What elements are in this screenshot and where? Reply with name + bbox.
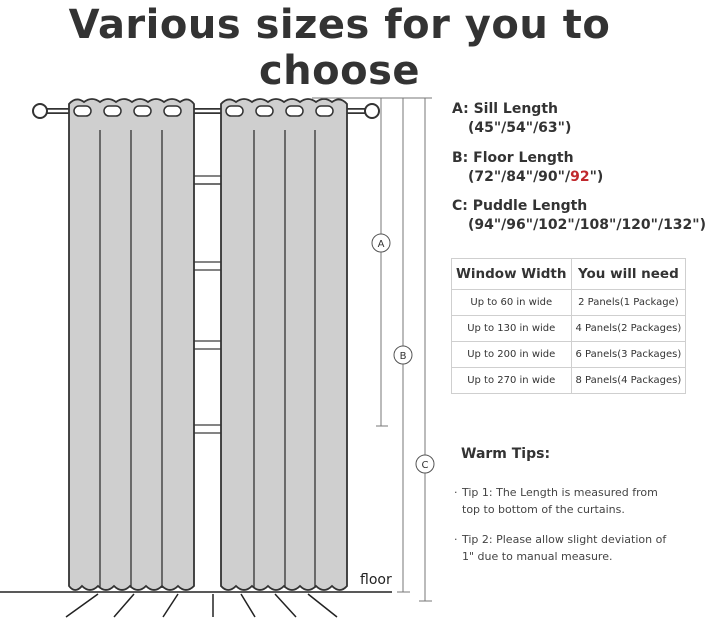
marker-c-label: C	[421, 460, 429, 471]
spec-sill-length	[452, 100, 571, 138]
table-cell: 2 Panels(1 Package)	[571, 290, 686, 316]
spec-b-sizes-highlight: 92	[570, 169, 590, 185]
spec-b-sizes	[452, 168, 603, 187]
table-header-row	[452, 259, 686, 290]
tip-bullet: ·	[454, 533, 458, 546]
size-table	[451, 258, 686, 394]
column-header-you-will-need: You will need	[571, 259, 686, 290]
table-row	[452, 342, 686, 368]
tip-bullet: ·	[454, 486, 458, 499]
table-row	[452, 316, 686, 342]
spec-c-sizes: (94"/96"/102"/108"/120"/132")	[468, 217, 706, 233]
rod-finial-right	[365, 104, 379, 118]
spec-b-label: B: Floor Length	[452, 150, 574, 166]
tip-1-text: Tip 1: The Length is measured from top to bottom of the curtains.	[462, 486, 658, 516]
spec-a-label: A: Sill Length	[452, 101, 558, 117]
marker-a-label: A	[377, 239, 385, 250]
curtain-panel-right	[221, 99, 347, 590]
tip-2-text: Tip 2: Please allow slight deviation of 1" due to manual measure.	[462, 533, 667, 563]
table-cell: Up to 130 in wide	[452, 316, 572, 342]
table-row	[452, 290, 686, 316]
floor-label: floor	[360, 572, 392, 588]
spec-floor-length	[452, 149, 603, 187]
window-frame	[192, 176, 222, 433]
spec-a-sizes: (45"/54"/63")	[468, 120, 572, 136]
marker-b-label: B	[399, 351, 407, 362]
page-title: Various sizes for you to choose	[68, 2, 611, 94]
tip-1	[454, 484, 667, 518]
table-cell: Up to 200 in wide	[452, 342, 572, 368]
spec-c-label: C: Puddle Length	[452, 198, 588, 214]
tip-2	[454, 531, 667, 565]
table-cell: 6 Panels(3 Packages)	[571, 342, 686, 368]
table-cell: Up to 270 in wide	[452, 368, 572, 394]
spec-b-sizes-main: (72"/84"/90"/	[468, 169, 571, 185]
table-cell: Up to 60 in wide	[452, 290, 572, 316]
floor	[0, 592, 392, 617]
spec-puddle-length	[452, 197, 706, 235]
table-cell: 8 Panels(4 Packages)	[571, 368, 686, 394]
warm-tips-heading: Warm Tips:	[461, 446, 551, 462]
spec-b-sizes-end: ")	[589, 169, 604, 185]
rod-finial-left	[33, 104, 47, 118]
table-row	[452, 368, 686, 394]
table-cell: 4 Panels(2 Packages)	[571, 316, 686, 342]
curtain-panel-left	[69, 99, 194, 590]
column-header-window-width: Window Width	[452, 259, 572, 290]
